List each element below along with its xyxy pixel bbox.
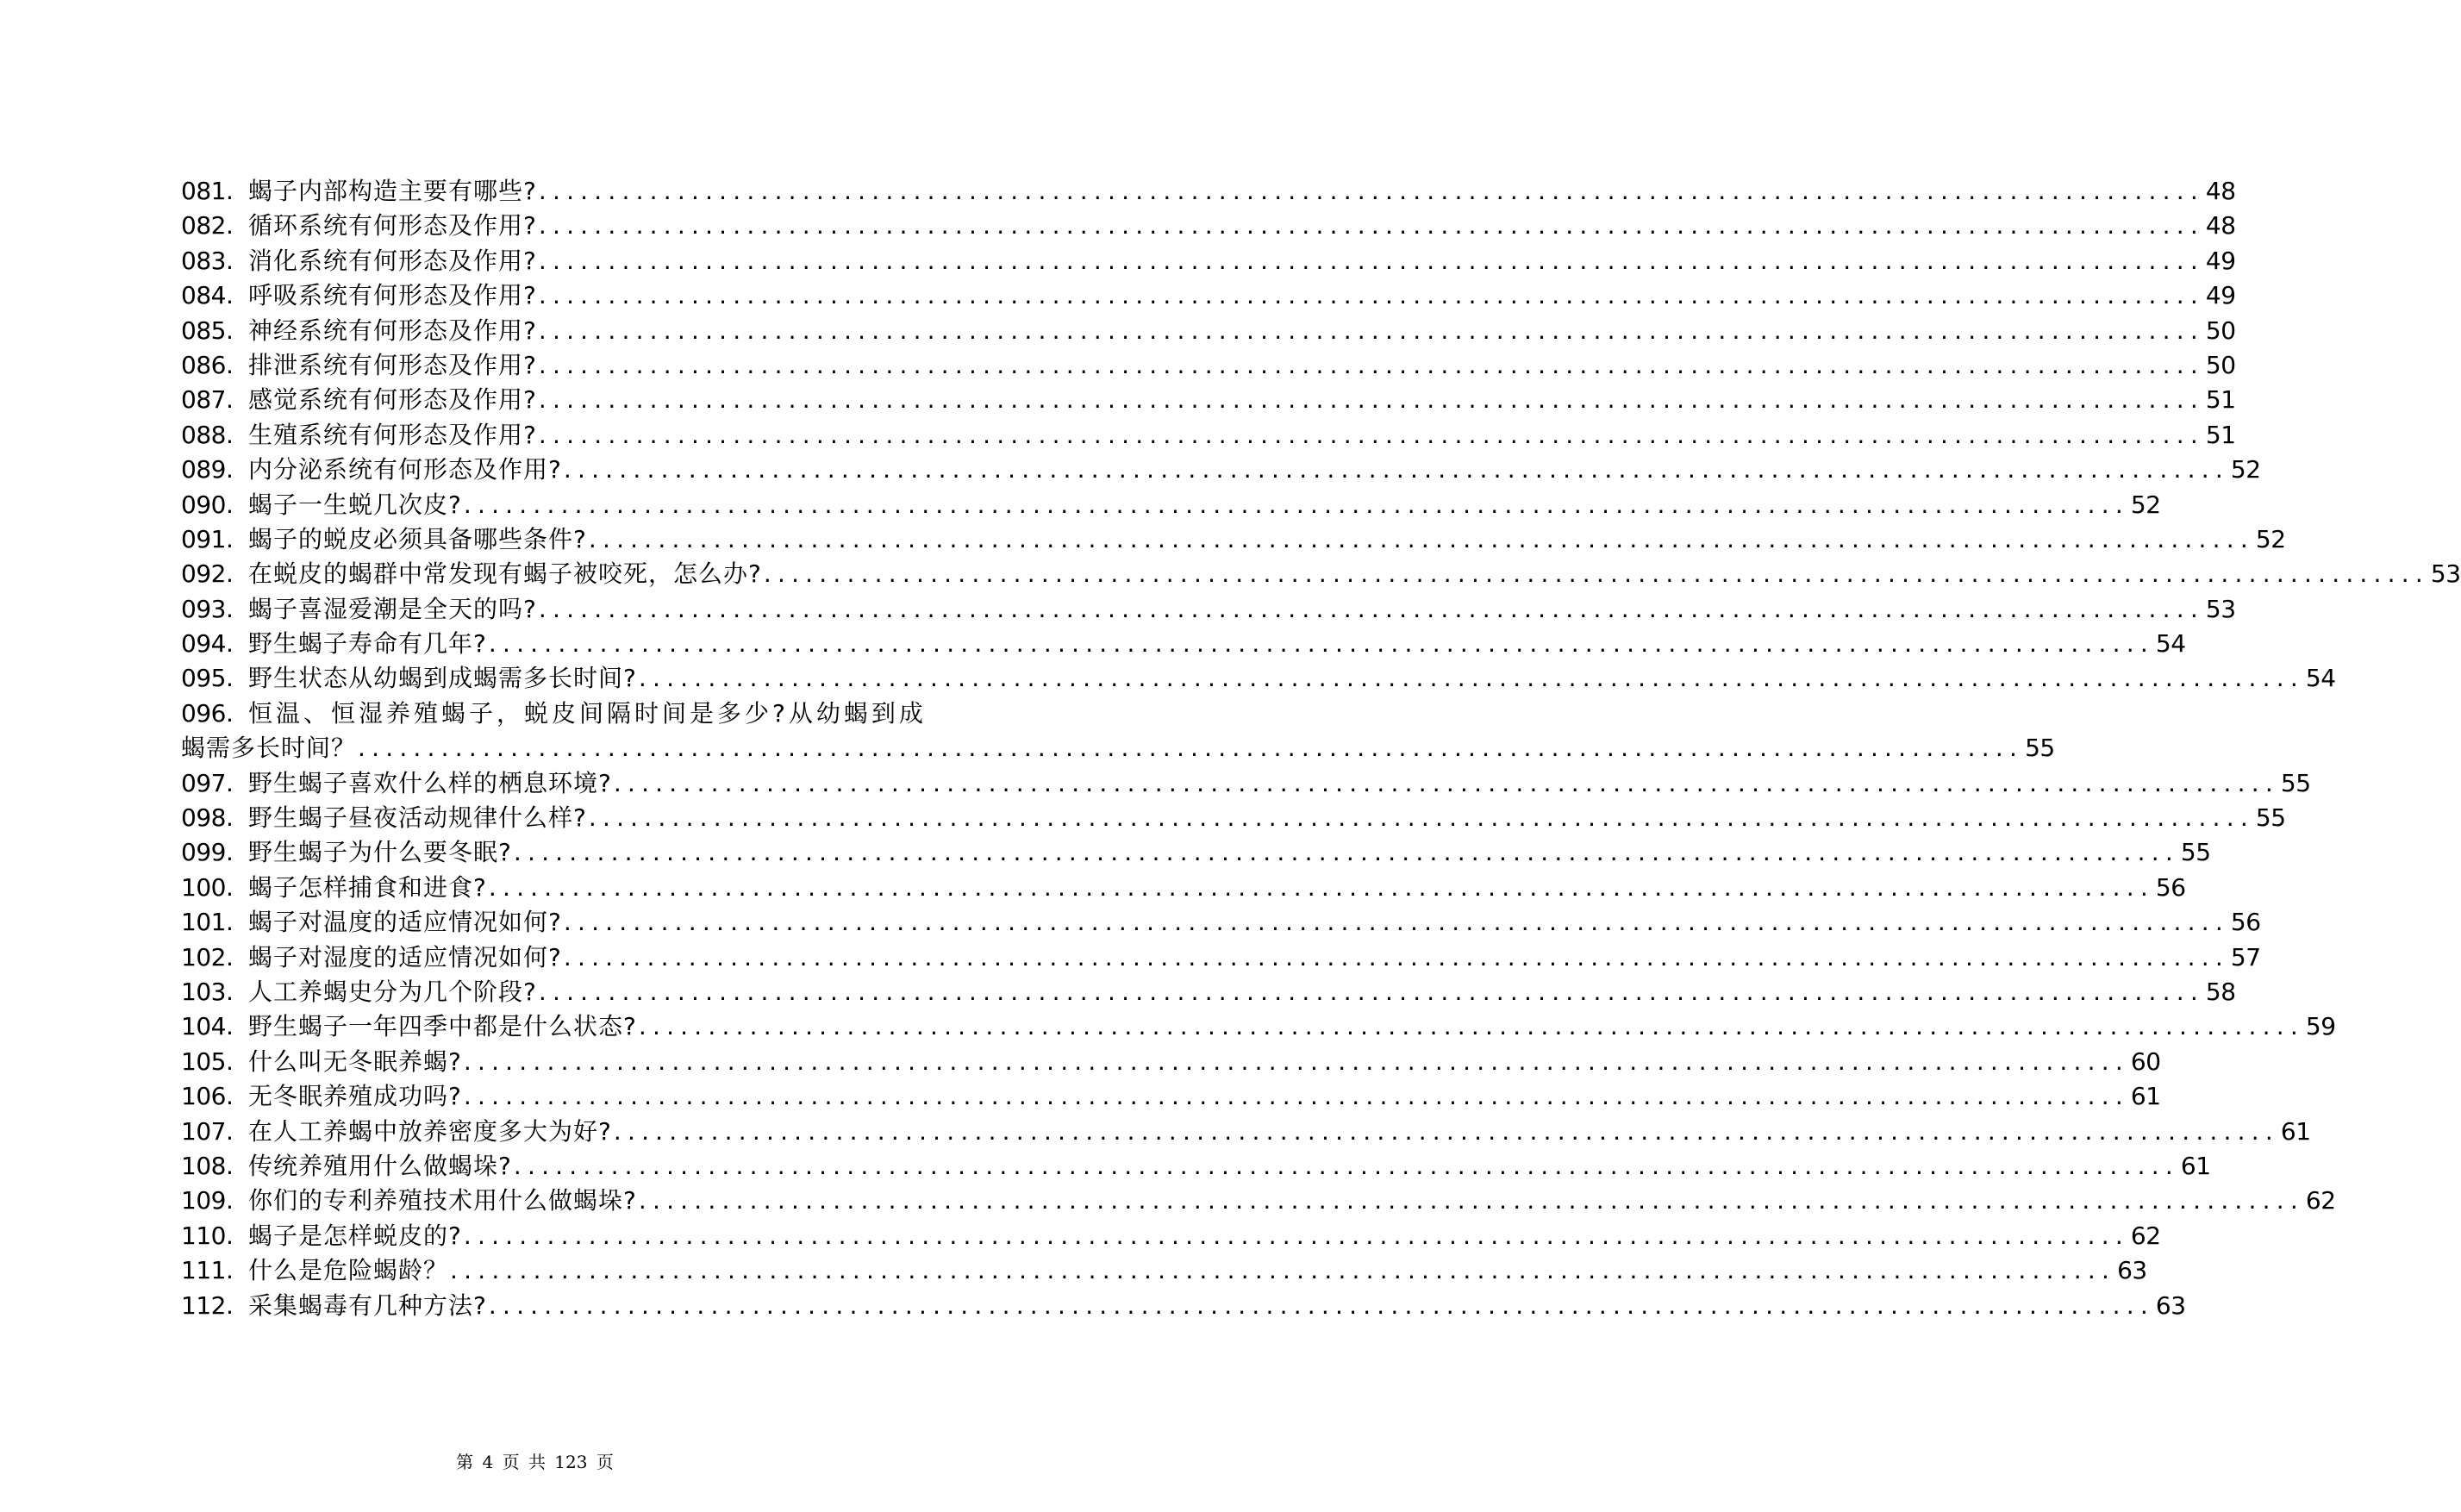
- toc-entry-number: 088.: [181, 420, 234, 449]
- toc-entry[interactable]: [181, 905, 2261, 940]
- toc-entry[interactable]: [181, 488, 2161, 522]
- toc-entry-number: 091.: [181, 524, 234, 553]
- toc-entry-title: 野生蝎子昼夜活动规律什么样?: [248, 803, 587, 833]
- toc-entry-page: 52: [2230, 455, 2261, 484]
- toc-entry-page: 55: [2255, 803, 2286, 833]
- toc-entry-line: [181, 731, 2055, 765]
- toc-entry-number: 085.: [181, 316, 234, 345]
- toc-dot-leader: ........................................................................................................................: [538, 281, 2204, 310]
- toc-entry-page: 51: [2205, 385, 2236, 415]
- toc-entry-page: 49: [2205, 281, 2236, 310]
- toc-entry-number: 086.: [181, 350, 234, 379]
- toc-entry-title-continued: 蝎需多长时间？: [181, 734, 357, 763]
- toc-entry[interactable]: [181, 871, 2186, 905]
- toc-dot-leader: ........................................................................................................................: [538, 211, 2204, 241]
- toc-entry[interactable]: [181, 1115, 2311, 1149]
- toc-entry-number: 094.: [181, 629, 234, 659]
- toc-dot-leader: ........................................................................................................................: [513, 838, 2179, 867]
- toc-dot-leader: ........................................................................................................................: [763, 559, 2429, 589]
- toc-entry[interactable]: [181, 1253, 2147, 1288]
- toc-entry-title: 你们的专利养殖技术用什么做蝎垛?: [248, 1186, 637, 1215]
- toc-entry-number: 092.: [181, 559, 234, 589]
- toc-entry-line: [181, 557, 2461, 591]
- toc-entry-number: 089.: [181, 455, 234, 484]
- toc-entry-title: 呼吸系统有何形态及作用?: [248, 281, 537, 310]
- toc-entry-line: [181, 835, 2211, 870]
- toc-entry-page: 62: [2130, 1221, 2161, 1250]
- toc-entry-line: [181, 314, 2236, 348]
- toc-entry-number: 112.: [181, 1290, 234, 1320]
- toc-entry-line: [181, 383, 2236, 417]
- toc-entry-title: 传统养殖用什么做蝎垛?: [248, 1151, 512, 1180]
- table-of-contents: [181, 174, 2461, 1323]
- toc-entry-line: [181, 766, 2311, 801]
- toc-entry[interactable]: [181, 383, 2236, 417]
- toc-dot-leader: ........................................................................................................................: [563, 455, 2229, 484]
- toc-entry-page: 56: [2230, 908, 2261, 937]
- toc-dot-leader: ........................................................................................................................: [588, 803, 2254, 833]
- toc-dot-leader: ........................................................................................................................: [538, 420, 2204, 449]
- toc-entry-number: 108.: [181, 1151, 234, 1180]
- toc-entry[interactable]: [181, 627, 2186, 661]
- toc-entry-title: 排泄系统有何形态及作用?: [248, 350, 537, 379]
- toc-entry-number: 109.: [181, 1186, 234, 1215]
- toc-entry-line: [181, 871, 2186, 905]
- toc-entry-title: 野生蝎子一年四季中都是什么状态?: [248, 1012, 637, 1041]
- toc-entry-title: 循环系统有何形态及作用?: [248, 211, 537, 241]
- toc-entry-line: [181, 661, 2336, 696]
- toc-entry-line: [181, 1009, 2336, 1044]
- toc-dot-leader: ........................................................................................................................: [488, 629, 2154, 659]
- toc-dot-leader: ........................................................................................................................: [613, 768, 2279, 797]
- toc-entry-page: 54: [2155, 629, 2186, 659]
- toc-entry-page: 63: [2155, 1290, 2186, 1320]
- toc-entry-line: [181, 488, 2161, 522]
- toc-entry[interactable]: [181, 1149, 2211, 1184]
- toc-entry-title: 恒温、恒湿养殖蝎子，蜕皮间隔时间是多少?从幼蝎到成: [248, 698, 927, 728]
- toc-entry-number: 083.: [181, 246, 234, 275]
- toc-entry-line: [181, 522, 2286, 557]
- toc-entry-line: [181, 278, 2236, 313]
- toc-group: [181, 174, 2461, 697]
- toc-entry-page: 55: [2025, 734, 2055, 763]
- toc-entry-line: [181, 1149, 2211, 1184]
- toc-entry-title: 蝎子怎样捕食和进食?: [248, 872, 487, 902]
- toc-entry-title: 什么叫无冬眠养蝎?: [248, 1047, 462, 1076]
- toc-entry-line: [181, 1115, 2311, 1149]
- toc-entry[interactable]: [181, 975, 2236, 1009]
- toc-entry[interactable]: [181, 244, 2236, 278]
- toc-entry-page: 51: [2205, 420, 2236, 449]
- toc-entry-line: [181, 174, 2236, 209]
- toc-entry-title: 采集蝎毒有几种方法?: [248, 1290, 487, 1320]
- toc-entry-number: 102.: [181, 942, 234, 972]
- toc-entry-line: [181, 801, 2286, 835]
- toc-entry[interactable]: [181, 278, 2236, 313]
- toc-entry-page: 55: [2280, 768, 2311, 797]
- toc-entry-line: [181, 592, 2236, 627]
- toc-entry-number: 095.: [181, 664, 234, 693]
- toc-entry[interactable]: [181, 453, 2261, 487]
- toc-dot-leader: ........................................................................................................................: [563, 942, 2229, 972]
- toc-entry[interactable]: [181, 697, 2055, 766]
- toc-entry-line: [181, 905, 2261, 940]
- toc-entry-page: 62: [2305, 1186, 2336, 1215]
- toc-entry[interactable]: [181, 557, 2461, 591]
- toc-entry-title: 无冬眠养殖成功吗?: [248, 1082, 462, 1111]
- toc-dot-leader: ........................................................................................................................: [358, 734, 2024, 763]
- toc-entry[interactable]: [181, 1219, 2161, 1253]
- toc-dot-leader: ........................................................................................................................: [450, 1256, 2116, 1285]
- toc-entry-line: [181, 209, 2236, 243]
- toc-entry-page: 50: [2205, 350, 2236, 379]
- toc-entry-title: 蝎子是怎样蜕皮的?: [248, 1221, 462, 1250]
- toc-entry-number: 099.: [181, 838, 234, 867]
- toc-dot-leader: ........................................................................................................................: [463, 1082, 2129, 1111]
- toc-entry-number: 096.: [181, 698, 234, 728]
- toc-dot-leader: ........................................................................................................................: [538, 385, 2204, 415]
- toc-entry-number: 105.: [181, 1047, 234, 1076]
- toc-entry-number: 103.: [181, 977, 234, 1006]
- toc-entry-page: 59: [2305, 1012, 2336, 1041]
- toc-entry-title: 什么是危险蝎龄？: [248, 1256, 449, 1285]
- toc-entry[interactable]: [181, 1045, 2161, 1079]
- toc-entry-number: 093.: [181, 594, 234, 623]
- toc-entry-title: 在蜕皮的蝎群中常发现有蝎子被咬死，怎么办?: [248, 559, 762, 589]
- toc-entry-title: 野生蝎子喜欢什么样的栖息环境?: [248, 768, 612, 797]
- toc-entry-page: 50: [2205, 316, 2236, 345]
- toc-entry-page: 52: [2255, 524, 2286, 553]
- toc-entry-title: 人工养蝎史分为几个阶段?: [248, 977, 537, 1006]
- toc-entry-page: 48: [2205, 177, 2236, 205]
- toc-entry-line: [181, 244, 2236, 278]
- toc-dot-leader: ........................................................................................................................: [538, 316, 2204, 345]
- toc-entry[interactable]: [181, 1009, 2336, 1044]
- toc-entry-line: [181, 1184, 2336, 1218]
- toc-entry-title: 在人工养蝎中放养密度多大为好?: [248, 1116, 612, 1146]
- toc-entry-title: 蝎子对温度的适应情况如何?: [248, 908, 562, 937]
- toc-entry-page: 54: [2305, 664, 2336, 693]
- toc-entry-title: 蝎子喜湿爱潮是全天的吗?: [248, 594, 537, 623]
- toc-entry-number: 090.: [181, 490, 234, 519]
- toc-entry-number: 087.: [181, 385, 234, 415]
- toc-entry[interactable]: [181, 766, 2311, 801]
- toc-dot-leader: ........................................................................................................................: [538, 177, 2204, 205]
- toc-entry-page: 61: [2130, 1082, 2161, 1111]
- toc-entry-page: 53: [2205, 594, 2236, 623]
- toc-entry-page: 52: [2130, 490, 2161, 519]
- toc-dot-leader: ........................................................................................................................: [538, 350, 2204, 379]
- toc-entry-number: 104.: [181, 1012, 234, 1041]
- toc-entry[interactable]: [181, 1289, 2186, 1323]
- toc-entry[interactable]: [181, 661, 2336, 696]
- toc-entry[interactable]: [181, 418, 2236, 453]
- toc-entry-page: 49: [2205, 246, 2236, 275]
- toc-entry-title: 蝎子对湿度的适应情况如何?: [248, 942, 562, 972]
- page-footer: 第 4 页 共 123 页: [456, 1452, 614, 1472]
- toc-entry-number: 110.: [181, 1221, 234, 1250]
- toc-entry[interactable]: [181, 1184, 2336, 1218]
- toc-entry-number: 106.: [181, 1082, 234, 1111]
- toc-dot-leader: ........................................................................................................................: [513, 1151, 2179, 1180]
- toc-entry-title: 内分泌系统有何形态及作用?: [248, 455, 562, 484]
- toc-dot-leader: ........................................................................................................................: [538, 594, 2204, 623]
- toc-entry-number: 107.: [181, 1116, 234, 1146]
- toc-entry-title: 野生状态从幼蝎到成蝎需多长时间?: [248, 664, 637, 693]
- toc-entry-line: [181, 1219, 2161, 1253]
- toc-entry-number: 097.: [181, 768, 234, 797]
- toc-entry-page: 60: [2130, 1047, 2161, 1076]
- toc-entry-title: 野生蝎子为什么要冬眠?: [248, 838, 512, 867]
- toc-entry[interactable]: [181, 209, 2236, 243]
- toc-dot-leader: ........................................................................................................................: [638, 1186, 2304, 1215]
- toc-entry-line: [181, 975, 2236, 1009]
- toc-dot-leader: ........................................................................................................................: [538, 246, 2204, 275]
- toc-dot-leader: ........................................................................................................................: [538, 977, 2204, 1006]
- toc-dot-leader: ........................................................................................................................: [488, 1290, 2154, 1320]
- toc-entry-line: [181, 1253, 2147, 1288]
- toc-entry[interactable]: [181, 174, 2236, 209]
- toc-entry-title: 野生蝎子寿命有几年?: [248, 629, 487, 659]
- toc-entry[interactable]: [181, 940, 2261, 975]
- toc-dot-leader: ........................................................................................................................: [563, 908, 2229, 937]
- toc-entry-line: [181, 418, 2236, 453]
- toc-dot-leader: ........................................................................................................................: [463, 490, 2129, 519]
- toc-entry-page: 48: [2205, 211, 2236, 241]
- toc-entry-number: 084.: [181, 281, 234, 310]
- toc-dot-leader: ........................................................................................................................: [463, 1221, 2129, 1250]
- toc-dot-leader: ........................................................................................................................: [488, 872, 2154, 902]
- toc-entry[interactable]: [181, 348, 2236, 383]
- toc-entry-number: 081.: [181, 177, 234, 205]
- toc-dot-leader: ........................................................................................................................: [638, 664, 2304, 693]
- toc-dot-leader: ........................................................................................................................: [588, 524, 2254, 553]
- toc-entry-line: [181, 627, 2186, 661]
- toc-entry-page: 57: [2230, 942, 2261, 972]
- toc-entry-title: 蝎子的蜕皮必须具备哪些条件?: [248, 524, 587, 553]
- toc-entry-page: 63: [2117, 1256, 2147, 1285]
- toc-group: [181, 766, 2336, 1323]
- toc-entry-title: 蝎子内部构造主要有哪些?: [248, 177, 537, 205]
- toc-entry-title: 生殖系统有何形态及作用?: [248, 420, 537, 449]
- toc-entry[interactable]: [181, 314, 2236, 348]
- toc-entry[interactable]: [181, 522, 2286, 557]
- toc-entry-number: 082.: [181, 211, 234, 241]
- toc-entry[interactable]: [181, 592, 2236, 627]
- toc-entry-page: 55: [2180, 838, 2211, 867]
- toc-entry-page: 58: [2205, 977, 2236, 1006]
- toc-entry-title: 消化系统有何形态及作用?: [248, 246, 537, 275]
- toc-entry-number: 111.: [181, 1256, 234, 1285]
- toc-entry-number: 098.: [181, 803, 234, 833]
- toc-entry-line: [181, 697, 927, 731]
- toc-entry-page: 61: [2180, 1151, 2211, 1180]
- toc-entry-number: 100.: [181, 872, 234, 902]
- toc-entry-number: 101.: [181, 908, 234, 937]
- toc-entry-title: 神经系统有何形态及作用?: [248, 316, 537, 345]
- toc-entry[interactable]: [181, 801, 2286, 835]
- toc-entry-page: 53: [2430, 559, 2461, 589]
- toc-entry[interactable]: [181, 1079, 2161, 1114]
- toc-dot-leader: ........................................................................................................................: [613, 1116, 2279, 1146]
- toc-entry-line: [181, 1045, 2161, 1079]
- toc-entry-title: 感觉系统有何形态及作用?: [248, 385, 537, 415]
- toc-entry-line: [181, 1079, 2161, 1114]
- toc-entry-line: [181, 453, 2261, 487]
- toc-dot-leader: ........................................................................................................................: [638, 1012, 2304, 1041]
- toc-entry-line: [181, 348, 2236, 383]
- toc-entry-line: [181, 1289, 2186, 1323]
- toc-entry-page: 61: [2280, 1116, 2311, 1146]
- toc-entry-line: [181, 940, 2261, 975]
- toc-entry-page: 56: [2155, 872, 2186, 902]
- toc-entry[interactable]: [181, 835, 2211, 870]
- toc-dot-leader: ........................................................................................................................: [463, 1047, 2129, 1076]
- toc-entry-title: 蝎子一生蜕几次皮?: [248, 490, 462, 519]
